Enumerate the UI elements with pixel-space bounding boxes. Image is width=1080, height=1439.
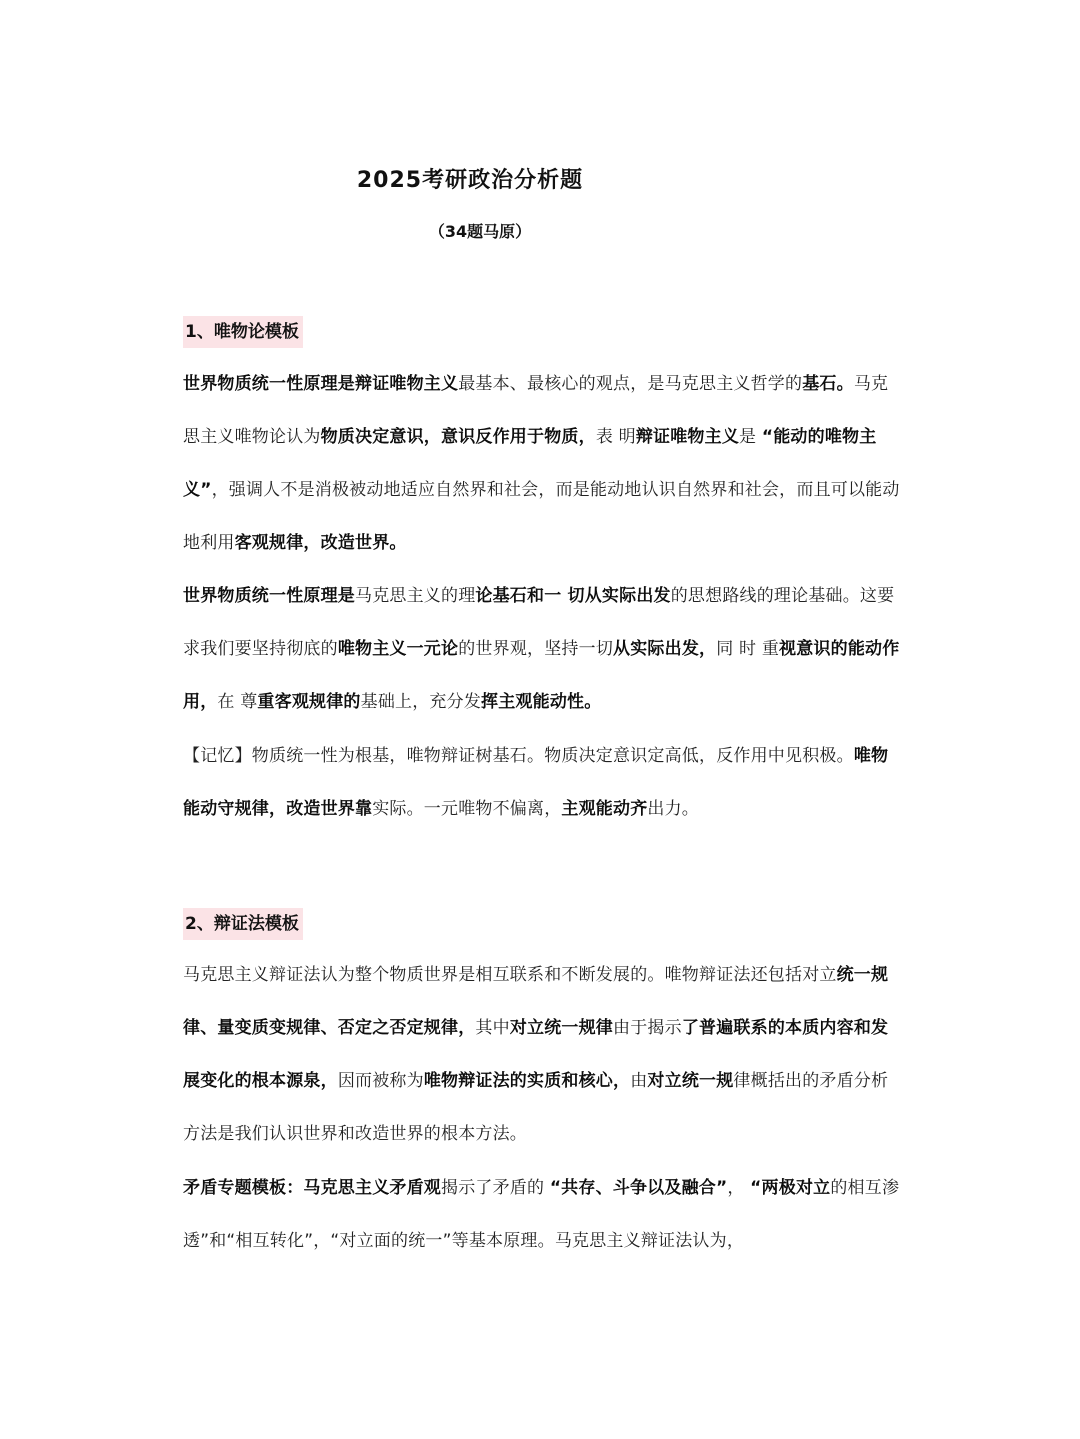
paragraph [183, 358, 903, 570]
paragraph [183, 730, 903, 836]
section-heading-dialectics: 2、辩证法模板 [183, 908, 303, 940]
text-run: 马克思主义辩证法认为整个物质世界是相互联系和不断发展的。唯物辩证法还包括对立 [183, 965, 837, 985]
bold-text-run: 从实际出发 [584, 586, 671, 606]
bold-text-run: “两极对立 [750, 1178, 831, 1198]
text-run: 的思想路线的理论基础。这要求我们要坚持彻底的 [183, 586, 895, 659]
text-run: 揭示了矛盾的 [441, 1178, 550, 1198]
text-run: 马克思主义唯物论认为 [183, 374, 889, 447]
text-run: 的相互渗透”和“相互转化”，“对立面的统一”等基本原理。马克思主义辩证法认为， [183, 1178, 900, 1251]
bold-text-run: 辩证唯物主义 [635, 427, 740, 447]
text-run: 实际。一元唯物不偏离， [372, 799, 562, 819]
bold-text-run: 矛盾专题模板：马克思主义矛盾观 [183, 1178, 441, 1198]
text-run: 马克思主义的理 [355, 586, 476, 606]
bold-text-run: 从实际出发， [613, 639, 717, 659]
text-run: 同 时 重 [716, 639, 780, 659]
document-title: 2025考研政治分析题 [356, 168, 584, 193]
text-run: 因而被称为 [337, 1071, 424, 1091]
paragraph [183, 949, 903, 1161]
text-run: 是 [739, 427, 762, 447]
text-run: 由于揭示 [613, 1018, 682, 1038]
bold-text-run: 重客观规律的 [257, 692, 361, 712]
bold-text-run: “共存、斗争以及融合” [549, 1178, 728, 1198]
bold-text-run: 对立统一规 [647, 1071, 734, 1091]
bold-text-run: 基石。 [802, 374, 854, 394]
bold-text-run: 论基石和一 切 [475, 586, 585, 606]
paragraph [183, 1162, 903, 1268]
text-run: 由 [630, 1071, 648, 1091]
bold-text-run: 世界物质统一性原理是 [183, 586, 355, 606]
text-run: 其中 [475, 1018, 510, 1038]
bold-text-run: 世界物质统一性原理是辩证唯物主义 [183, 374, 459, 394]
bold-text-run: 客观规律，改造世界。 [234, 533, 407, 553]
bold-text-run: 唯物主义一元论 [337, 639, 459, 659]
text-run: 的世界观，坚持一切 [458, 639, 614, 659]
text-run: 表 明 [595, 427, 636, 447]
text-run: ，强调人不是消极被动地适应自然界和社会，而是能动地认识自然界和社会，而且可以能动地利用 [183, 480, 900, 553]
bold-text-run: 统一规律、量变质变规律、否定之否定规律， [183, 965, 889, 1038]
text-run: ， [727, 1178, 751, 1198]
bold-text-run: 了普遍联系的本质内容和发展变化的根本源泉， [183, 1018, 889, 1091]
section-heading-materialism: 1、唯物论模板 [183, 316, 303, 348]
bold-text-run: 物质决定意识，意识反作用于物质， [320, 427, 596, 447]
bold-text-run: “能动的唯物主义” [183, 427, 877, 500]
text-run: 出力。 [647, 799, 700, 819]
paragraph [183, 570, 903, 729]
text-run: 律概括出的矛盾分析方法是我们认识世界和改造世界的根本方法。 [183, 1071, 889, 1144]
bold-text-run: 挥主观能动性。 [481, 692, 602, 712]
text-run: 【记忆】物质统一性为根基，唯物辩证树基石。物质决定意识定高低，反作用中见积极。 [183, 746, 854, 766]
text-run: 基础上，充分发 [360, 692, 482, 712]
bold-text-run: 主观能动齐 [561, 799, 648, 819]
document-subtitle: （34题马原） [428, 222, 532, 241]
bold-text-run: 视意识的能动作用， [183, 639, 900, 712]
bold-text-run: 唯物辩证法的实质和核心， [423, 1071, 631, 1091]
bold-text-run: 唯物能动守规律，改造世界靠 [183, 746, 889, 819]
text-run: 在 尊 [217, 692, 258, 712]
bold-text-run: 对立统一规律 [509, 1018, 614, 1038]
text-run: 最基本、最核心的观点，是马克思主义哲学的 [458, 374, 803, 394]
